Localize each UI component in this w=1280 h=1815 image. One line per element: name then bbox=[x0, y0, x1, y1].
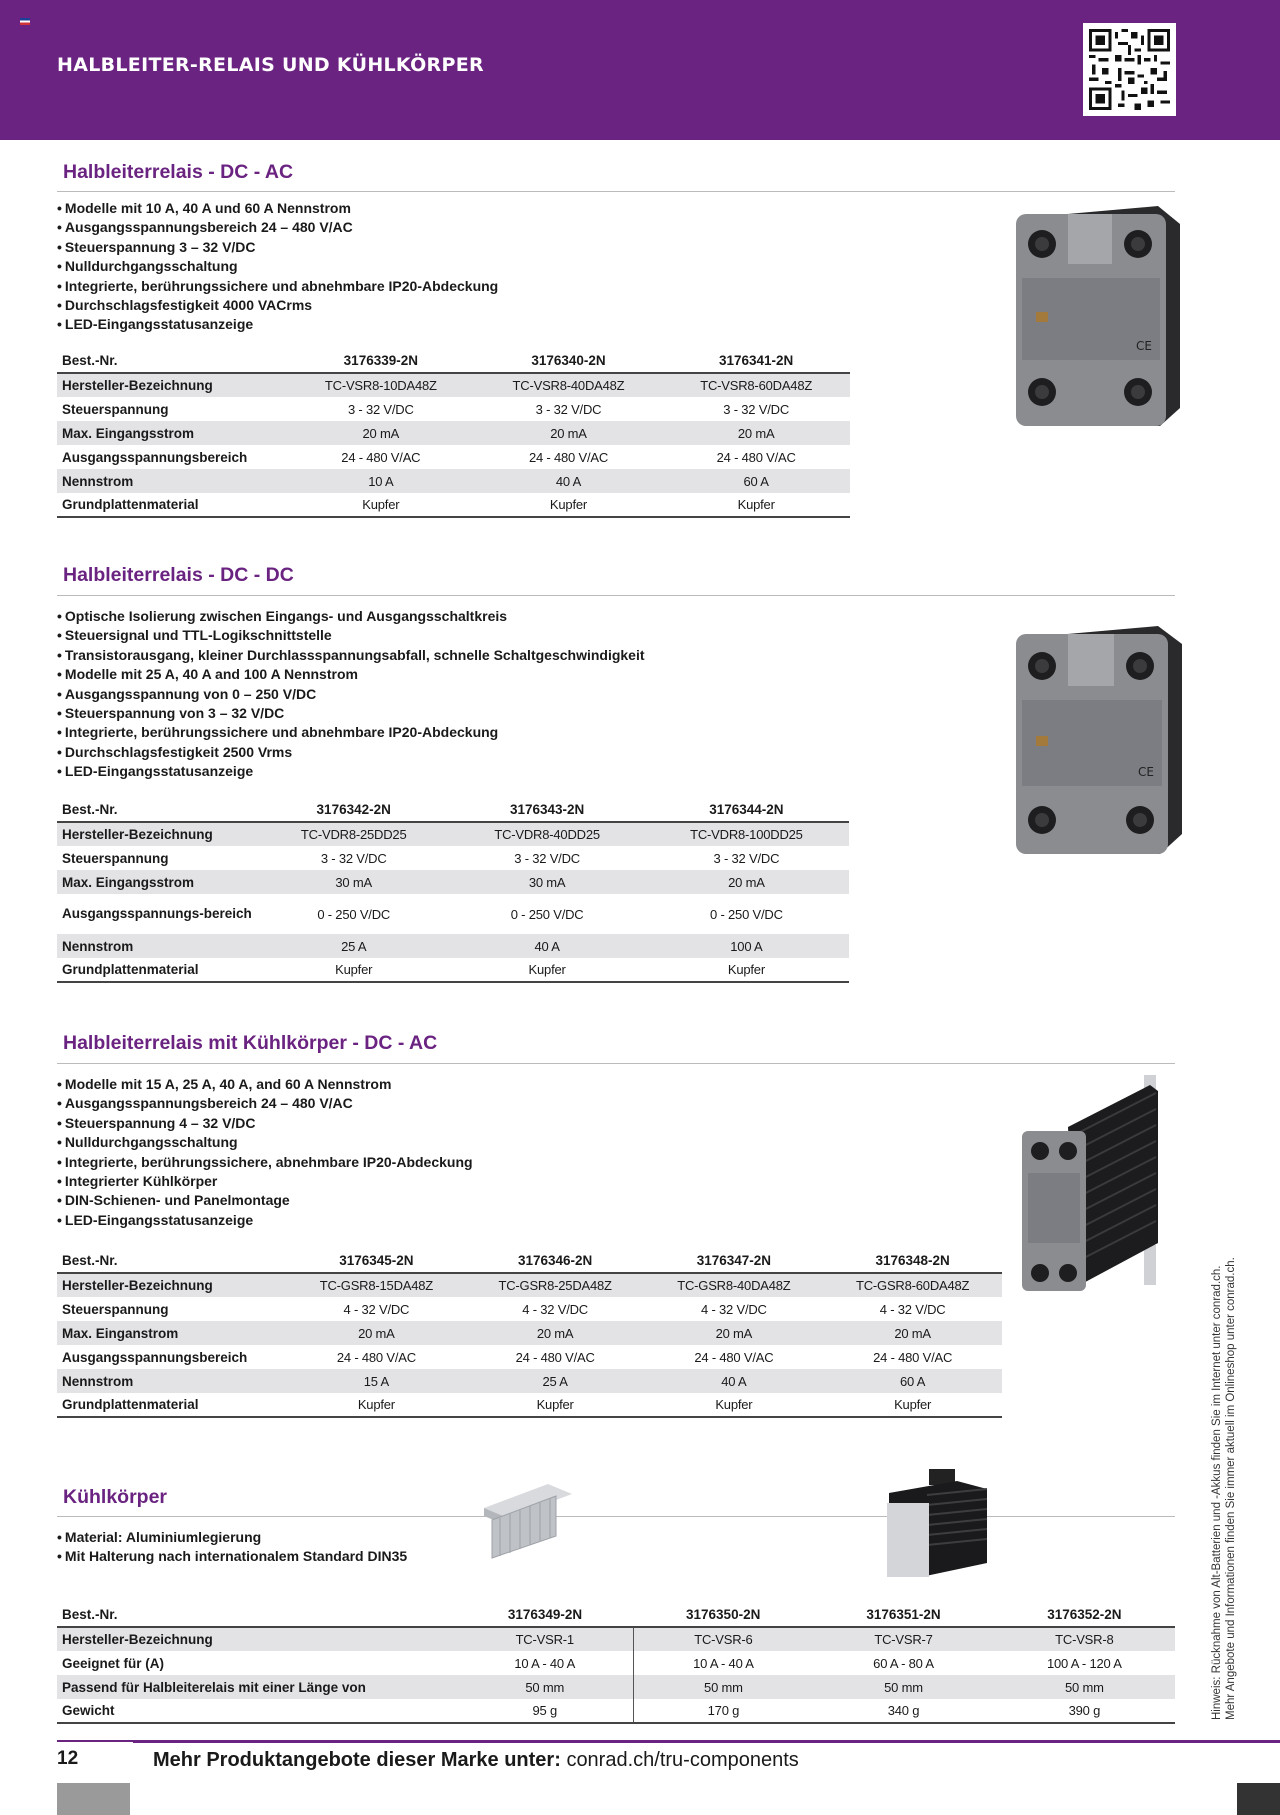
row-label: Hersteller-Bezeichnung bbox=[62, 378, 213, 393]
side-note bbox=[1210, 1240, 1238, 1720]
feature-item: • Ausgangsspannungsbereich 24 – 480 V/AC bbox=[57, 218, 498, 237]
table-cell: TC-GSR8-15DA48Z bbox=[319, 1278, 434, 1293]
table-cell: 20 mA bbox=[737, 425, 775, 441]
feature-item: • DIN-Schienen- und Panelmontage bbox=[57, 1191, 473, 1210]
table-cell: 20 mA bbox=[894, 1325, 931, 1341]
heatsink-large-image bbox=[883, 1469, 993, 1581]
column-header: 3176350-2N bbox=[633, 1603, 813, 1627]
column-header: 3176351-2N bbox=[813, 1603, 993, 1627]
table-cell: 3 - 32 V/DC bbox=[514, 850, 580, 866]
section-divider bbox=[57, 595, 1175, 596]
feature-item: • Steuerspannung von 3 – 32 V/DC bbox=[57, 704, 645, 723]
table-cell: TC-VSR8-60DA48Z bbox=[700, 378, 813, 393]
spec-table-dc-ac bbox=[57, 349, 850, 518]
table-cell: 30 mA bbox=[335, 874, 372, 890]
row-label: Grundplattenmaterial bbox=[57, 958, 257, 982]
table-row bbox=[57, 397, 850, 421]
table-cell: 60 A bbox=[900, 1373, 926, 1389]
feature-item: • Material: Aluminiumlegierung bbox=[57, 1528, 407, 1547]
table-cell: 20 mA bbox=[550, 425, 587, 441]
relay-with-heatsink-image bbox=[1018, 1075, 1170, 1297]
feature-list-dc-dc bbox=[57, 607, 645, 782]
table-row bbox=[57, 870, 849, 894]
feature-item: • Steuersignal und TTL-Logikschnittstelle bbox=[57, 626, 645, 645]
table-cell: 3 - 32 V/DC bbox=[535, 401, 602, 417]
column-header: 3176347-2N bbox=[645, 1249, 824, 1273]
table-cell: 24 - 480 V/AC bbox=[694, 1349, 774, 1365]
column-header: 3176348-2N bbox=[823, 1249, 1002, 1273]
table-cell: TC-VSR8-40DA48Z bbox=[512, 378, 625, 393]
table-row bbox=[57, 846, 849, 870]
row-label: Gewicht bbox=[57, 1699, 457, 1723]
table-row bbox=[57, 822, 849, 846]
table-cell: 4 - 32 V/DC bbox=[522, 1301, 588, 1317]
feature-item: • Integrierte, berührungssichere und abnehmbare IP20-Abdeckung bbox=[57, 723, 645, 742]
table-cell: 25 A bbox=[542, 1373, 568, 1389]
table-cell: TC-GSR8-40DA48Z bbox=[677, 1278, 791, 1293]
section-title-dc-dc: Halbleiterrelais - DC - DC bbox=[63, 564, 294, 586]
table-row bbox=[57, 894, 849, 934]
column-header: 3176340-2N bbox=[475, 349, 663, 373]
table-cell: Kupfer bbox=[475, 493, 663, 517]
row-label: Geeignet für (A) bbox=[62, 1655, 165, 1671]
svg-text:CE: CE bbox=[1138, 765, 1154, 779]
page-number: 12 bbox=[57, 1748, 79, 1769]
table-cell: 50 mm bbox=[884, 1679, 923, 1695]
table-cell: 3 - 32 V/DC bbox=[320, 850, 387, 866]
table-cell: 10 A - 40 A bbox=[633, 1651, 813, 1675]
row-label: Grundplattenmaterial bbox=[57, 493, 287, 517]
footer-dark-block bbox=[1237, 1783, 1280, 1815]
footer-text bbox=[153, 1749, 799, 1772]
column-header: 3176346-2N bbox=[466, 1249, 645, 1273]
section-divider bbox=[57, 191, 1175, 192]
row-label: Nennstrom bbox=[62, 938, 134, 954]
spec-table-heatsink-relay bbox=[57, 1249, 1002, 1418]
table-cell: 0 - 250 V/DC bbox=[317, 906, 391, 922]
table-cell: 100 A bbox=[730, 938, 763, 954]
row-label: Steuerspannung bbox=[62, 401, 169, 417]
table-cell: 24 - 480 V/AC bbox=[341, 449, 421, 465]
section-title-dc-ac: Halbleiterrelais - DC - AC bbox=[63, 161, 294, 183]
table-cell: 4 - 32 V/DC bbox=[879, 1301, 946, 1317]
table-cell: TC-VSR-7 bbox=[874, 1632, 933, 1647]
relay-dc-ac-image bbox=[1008, 200, 1183, 432]
footer-text-bold: Mehr Produktangebote dieser Marke unter: bbox=[153, 1749, 561, 1771]
table-cell: 15 A bbox=[363, 1373, 389, 1389]
heatsink-small-image bbox=[478, 1478, 574, 1560]
table-cell: 60 A bbox=[743, 473, 769, 489]
table-cell: Kupfer bbox=[450, 958, 643, 982]
table-cell: Kupfer bbox=[257, 958, 450, 982]
table-cell: TC-VSR-1 bbox=[515, 1632, 574, 1647]
feature-item: • Nulldurchgangsschaltung bbox=[57, 257, 498, 276]
table-cell: 170 g bbox=[633, 1699, 813, 1723]
feature-list-heatsink bbox=[57, 1528, 407, 1567]
qr-code-icon bbox=[1089, 29, 1170, 110]
table-row bbox=[57, 1297, 1002, 1321]
row-label: Steuerspannung bbox=[62, 850, 169, 866]
row-label: Nennstrom bbox=[62, 1373, 134, 1389]
footer-divider bbox=[133, 1740, 1280, 1743]
table-cell: 20 mA bbox=[536, 1325, 574, 1341]
table-cell: 4 - 32 V/DC bbox=[701, 1301, 767, 1317]
table-row bbox=[57, 421, 850, 445]
feature-item: • LED-Eingangsstatusanzeige bbox=[57, 315, 498, 334]
row-label: Hersteller-Bezeichnung bbox=[62, 1278, 213, 1293]
table-row bbox=[57, 1651, 1175, 1675]
table-cell: Kupfer bbox=[662, 493, 850, 517]
table-row bbox=[57, 1321, 1002, 1345]
table-cell: 50 mm bbox=[525, 1679, 565, 1695]
column-header: 3176344-2N bbox=[644, 798, 849, 822]
table-cell: TC-VDR8-40DD25 bbox=[494, 827, 600, 842]
table-cell: 20 mA bbox=[715, 1325, 753, 1341]
column-header: 3176345-2N bbox=[287, 1249, 466, 1273]
table-cell: 10 A - 40 A bbox=[514, 1655, 576, 1671]
column-header: Best.-Nr. bbox=[57, 349, 287, 373]
table-cell: Kupfer bbox=[645, 1393, 824, 1417]
table-cell: 0 - 250 V/DC bbox=[510, 906, 584, 922]
feature-item: • Integrierte, berührungssichere und abnehmbare IP20-Abdeckung bbox=[57, 277, 498, 296]
feature-item: • Modelle mit 15 A, 25 A, 40 A, and 60 A Nennstrom bbox=[57, 1075, 473, 1094]
column-header: 3176339-2N bbox=[287, 349, 475, 373]
table-cell: 20 mA bbox=[728, 874, 765, 890]
relay-dc-dc-image bbox=[1008, 620, 1183, 860]
table-cell: 20 mA bbox=[362, 425, 400, 441]
footer-divider bbox=[57, 1740, 133, 1742]
table-row bbox=[57, 1699, 1175, 1723]
footer-link[interactable]: conrad.ch/tru-components bbox=[566, 1749, 799, 1771]
table-cell: 3 - 32 V/DC bbox=[713, 850, 780, 866]
column-header: 3176349-2N bbox=[457, 1603, 633, 1627]
feature-item: • LED-Eingangsstatusanzeige bbox=[57, 762, 645, 781]
table-cell: TC-VDR8-100DD25 bbox=[690, 827, 803, 842]
svg-text:CE: CE bbox=[1136, 339, 1152, 353]
section-title-heatsink: Kühlkörper bbox=[63, 1486, 168, 1508]
table-cell: 10 A bbox=[368, 473, 394, 489]
table-cell: Kupfer bbox=[287, 1393, 466, 1417]
side-note-line: Mehr Angebote und Informationen finden Sie immer aktuell im Onlineshop unter conrad.ch. bbox=[1225, 1257, 1237, 1720]
column-header: 3176342-2N bbox=[257, 798, 450, 822]
table-cell: TC-VDR8-25DD25 bbox=[300, 827, 407, 842]
table-cell: TC-GSR8-60DA48Z bbox=[855, 1278, 970, 1293]
table-row bbox=[57, 469, 850, 493]
table-row bbox=[57, 373, 850, 397]
feature-item: • Transistorausgang, kleiner Durchlassspannungsabfall, schnelle Schaltgeschwindigkeit bbox=[57, 646, 645, 665]
row-label: Passend für Halbleiterelais mit einer Länge von bbox=[62, 1679, 366, 1695]
table-cell: 4 - 32 V/DC bbox=[343, 1301, 410, 1317]
column-header: Best.-Nr. bbox=[57, 1249, 287, 1273]
row-label: Ausgangsspannungsbereich bbox=[62, 449, 248, 465]
table-row bbox=[57, 1369, 1002, 1393]
feature-item: • Ausgangsspannungsbereich 24 – 480 V/AC bbox=[57, 1094, 473, 1113]
feature-item: • LED-Eingangsstatusanzeige bbox=[57, 1211, 473, 1230]
table-row bbox=[57, 934, 849, 958]
feature-list-dc-ac bbox=[57, 199, 498, 335]
table-cell: 40 A bbox=[721, 1373, 747, 1389]
feature-item: • Modelle mit 10 A, 40 A und 60 A Nennstrom bbox=[57, 199, 498, 218]
table-cell: Kupfer bbox=[644, 958, 849, 982]
table-cell: Kupfer bbox=[287, 493, 475, 517]
table-cell: TC-VSR-8 bbox=[1055, 1632, 1114, 1647]
table-cell: 40 A bbox=[534, 938, 560, 954]
section-title-heatsink-relay: Halbleiterrelais mit Kühlkörper - DC - AC bbox=[63, 1032, 438, 1054]
feature-item: • Optische Isolierung zwischen Eingangs- und Ausgangsschaltkreis bbox=[57, 607, 645, 626]
row-label: Hersteller-Bezeichnung bbox=[62, 827, 213, 842]
spec-table-heatsink bbox=[57, 1603, 1175, 1724]
feature-item: • Durchschlagsfestigkeit 4000 VACrms bbox=[57, 296, 498, 315]
language-flag-icon bbox=[20, 18, 30, 25]
table-row bbox=[57, 493, 850, 517]
row-label: Ausgangsspannungs-bereich bbox=[62, 906, 252, 921]
row-label: Grundplattenmaterial bbox=[57, 1393, 287, 1417]
table-row bbox=[57, 958, 849, 982]
table-cell: 20 mA bbox=[358, 1325, 395, 1341]
table-cell: Kupfer bbox=[466, 1393, 645, 1417]
column-header: 3176341-2N bbox=[662, 349, 850, 373]
table-cell: 0 - 250 V/DC bbox=[710, 906, 783, 922]
table-cell: TC-GSR8-25DA48Z bbox=[498, 1278, 612, 1293]
table-cell: 100 A - 120 A bbox=[1046, 1655, 1122, 1671]
table-cell: 340 g bbox=[813, 1699, 993, 1723]
row-label: Steuerspannung bbox=[62, 1301, 169, 1317]
row-label: Hersteller-Bezeichnung bbox=[62, 1632, 213, 1647]
feature-item: • Modelle mit 25 A, 40 A and 100 A Nennstrom bbox=[57, 665, 645, 684]
table-cell: TC-VSR8-10DA48Z bbox=[324, 378, 437, 393]
table-cell: 24 - 480 V/AC bbox=[515, 1349, 595, 1365]
table-cell: 40 A bbox=[555, 473, 582, 489]
table-cell: 60 A - 80 A bbox=[873, 1655, 934, 1671]
table-cell: 50 mm bbox=[1064, 1679, 1104, 1695]
table-cell: Kupfer bbox=[823, 1393, 1002, 1417]
side-note-line: Hinweis: Rücknahme von Alt-Batterien und -Akkus finden Sie im Internet unter conrad.ch. bbox=[1211, 1265, 1223, 1720]
table-row bbox=[57, 445, 850, 469]
row-label: Nennstrom bbox=[62, 473, 134, 489]
row-label: Max. Einganstrom bbox=[62, 1325, 179, 1341]
qr-code[interactable] bbox=[1083, 23, 1176, 116]
column-header: 3176352-2N bbox=[994, 1603, 1175, 1627]
feature-item: • Steuerspannung 4 – 32 V/DC bbox=[57, 1114, 473, 1133]
row-label: Max. Eingangsstrom bbox=[62, 425, 195, 441]
feature-item: • Integrierter Kühlkörper bbox=[57, 1172, 473, 1191]
table-cell: 24 - 480 V/AC bbox=[716, 449, 796, 465]
table-cell: 24 - 480 V/AC bbox=[873, 1349, 953, 1365]
feature-item: • Mit Halterung nach internationalem Standard DIN35 bbox=[57, 1547, 407, 1566]
table-cell: 25 A bbox=[341, 938, 367, 954]
table-cell: 390 g bbox=[994, 1699, 1175, 1723]
footer-gray-block bbox=[57, 1783, 130, 1815]
page-title: HALBLEITER-RELAIS UND KÜHLKÖRPER bbox=[57, 54, 484, 76]
table-cell: TC-VSR-6 bbox=[633, 1627, 813, 1651]
feature-item: • Steuerspannung 3 – 32 V/DC bbox=[57, 238, 498, 257]
section-divider bbox=[57, 1516, 1175, 1517]
table-row bbox=[57, 1393, 1002, 1417]
table-row bbox=[57, 1627, 1175, 1651]
column-header: 3176343-2N bbox=[450, 798, 643, 822]
feature-item: • Durchschlagsfestigkeit 2500 Vrms bbox=[57, 743, 645, 762]
table-row bbox=[57, 1345, 1002, 1369]
column-header: Best.-Nr. bbox=[57, 1603, 457, 1627]
table-row bbox=[57, 1273, 1002, 1297]
table-cell: 3 - 32 V/DC bbox=[723, 401, 790, 417]
table-cell: 95 g bbox=[457, 1699, 633, 1723]
table-row bbox=[57, 1675, 1175, 1699]
section-divider bbox=[57, 1063, 1175, 1064]
table-cell: 24 - 480 V/AC bbox=[336, 1349, 416, 1365]
table-cell: 24 - 480 V/AC bbox=[528, 449, 609, 465]
table-cell: 3 - 32 V/DC bbox=[347, 401, 414, 417]
feature-item: • Ausgangsspannung von 0 – 250 V/DC bbox=[57, 685, 645, 704]
spec-table-dc-dc bbox=[57, 798, 849, 983]
row-label: Max. Eingangsstrom bbox=[62, 874, 195, 890]
feature-list-heatsink-relay bbox=[57, 1075, 473, 1230]
column-header: Best.-Nr. bbox=[57, 798, 257, 822]
feature-item: • Nulldurchgangsschaltung bbox=[57, 1133, 473, 1152]
row-label: Ausgangsspannungsbereich bbox=[62, 1349, 248, 1365]
table-cell: 30 mA bbox=[528, 874, 566, 890]
feature-item: • Integrierte, berührungssichere, abnehmbare IP20-Abdeckung bbox=[57, 1153, 473, 1172]
table-cell: 50 mm bbox=[633, 1675, 813, 1699]
